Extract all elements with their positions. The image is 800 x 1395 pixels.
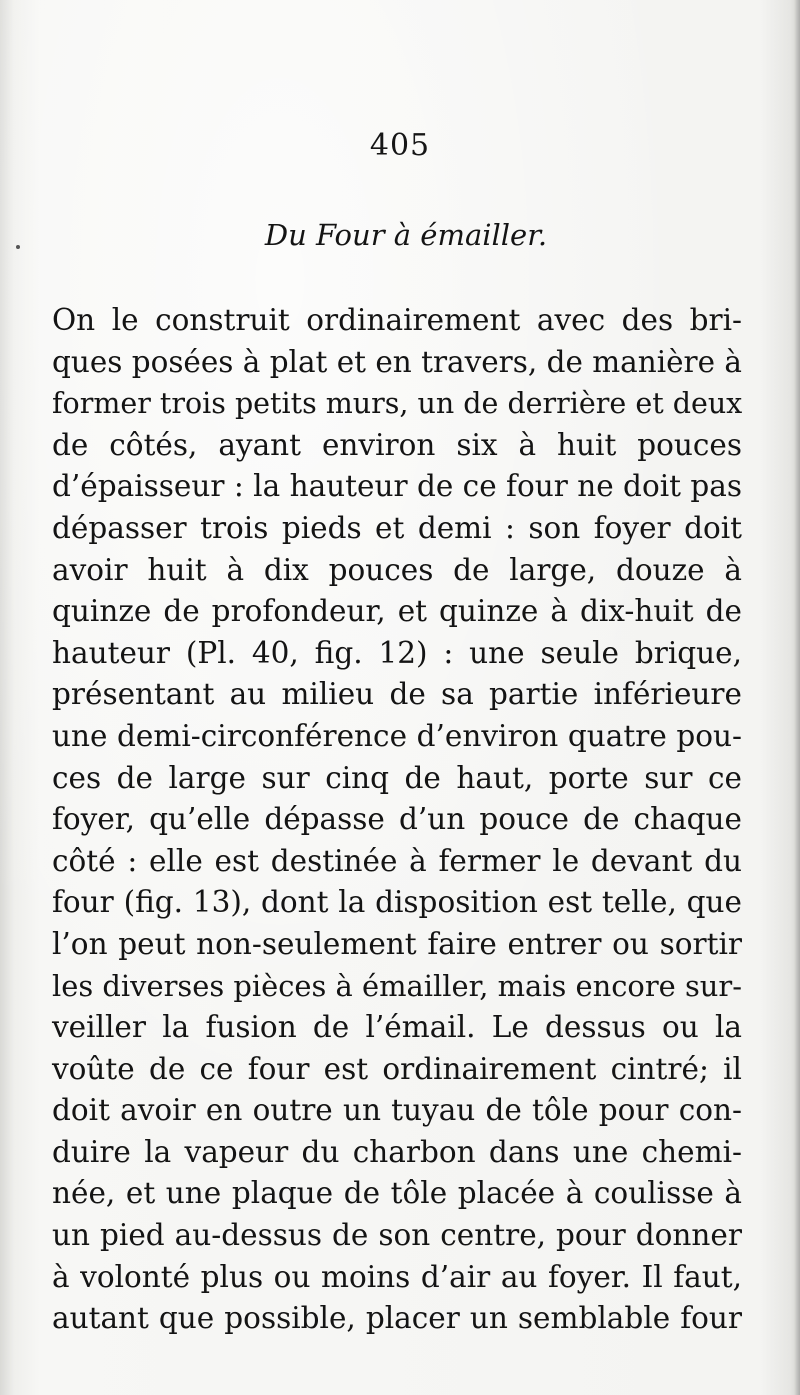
body-paragraph	[52, 300, 742, 1340]
page-number: 405	[369, 128, 431, 163]
text-line: foyer, qu’elle dépasse d’un pouce de chaque	[52, 802, 742, 837]
text-line: ques posées à plat et en travers, de manière à	[52, 344, 742, 379]
text-line: une demi-circonférence d’environ quatre pou-	[52, 718, 742, 753]
text-line: née, et une plaque de tôle placée à coulisse à	[52, 1176, 742, 1211]
section-title: Du Four à émailler.	[264, 218, 548, 252]
text-line: autant que possible, placer un semblable four	[52, 1301, 742, 1336]
text-line: four (fig. 13), dont la disposition est telle, que	[52, 885, 742, 920]
text-line: hauteur (Pl. 40, fig. 12) : une seule brique,	[52, 635, 742, 670]
text-line: On le construit ordinairement avec des bri-	[52, 303, 742, 337]
text-line: dépasser trois pieds et demi : son foyer doit	[52, 510, 742, 545]
text-line: doit avoir en outre un tuyau de tôle pour con-	[52, 1093, 742, 1128]
text-line: à volonté plus ou moins d’air au foyer. Il faut,	[52, 1259, 742, 1294]
text-line: voûte de ce four est ordinairement cintré; il	[52, 1051, 742, 1086]
text-line: ces de large sur cinq de haut, porte sur ce	[52, 760, 742, 795]
text-line: quinze de profondeur, et quinze à dix-huit de	[52, 594, 742, 629]
text-line: les diverses pièces à émailler, mais encore sur-	[52, 968, 742, 1003]
text-line: avoir huit à dix pouces de large, douze à	[52, 552, 742, 587]
text-line: duire la vapeur du charbon dans une chemi-	[52, 1134, 742, 1169]
page-edge-shadow	[794, 0, 800, 1395]
text-line: d’épaisseur : la hauteur de ce four ne doit pas	[52, 469, 742, 504]
text-line: former trois petits murs, un de derrière et deux	[52, 387, 743, 421]
text-line: un pied au-dessus de son centre, pour donner	[52, 1218, 742, 1253]
text-line: l’on peut non-seulement faire entrer ou sortir	[52, 926, 742, 961]
text-line: veiller la fusion de l’émail. Le dessus ou la	[52, 1010, 742, 1045]
text-line: côté : elle est destinée à fermer le devant du	[52, 843, 742, 878]
text-line: présentant au milieu de sa partie inférieure	[52, 677, 742, 712]
text-line: de côtés, ayant environ six à huit pouces	[52, 427, 742, 462]
